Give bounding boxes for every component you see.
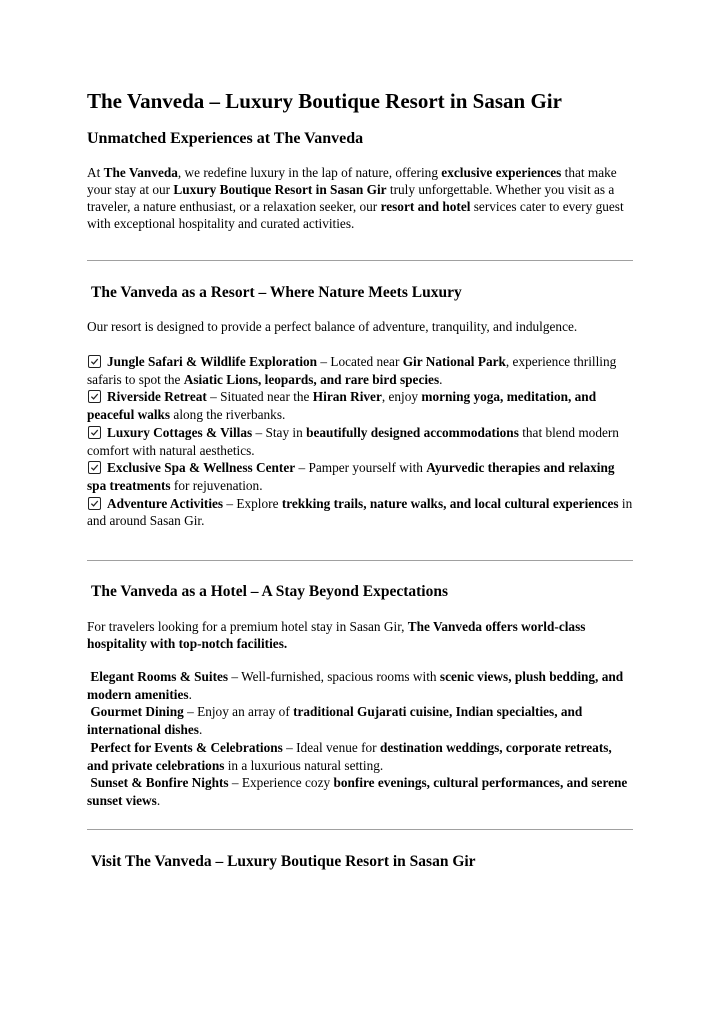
list-item: Sunset & Bonfire Nights – Experience cozy bonfire evenings, cultural performances, and serene sunset views. bbox=[87, 775, 628, 808]
checked-box-icon bbox=[88, 426, 101, 439]
divider bbox=[87, 260, 633, 261]
checked-box-icon bbox=[88, 355, 101, 368]
list-item: Gourmet Dining – Enjoy an array of traditional Gujarati cuisine, Indian specialties, and international dishes. bbox=[87, 704, 583, 738]
checked-box-icon bbox=[88, 497, 101, 510]
visit-section-title: Visit The Vanveda – Luxury Boutique Resort in Sasan Gir bbox=[91, 853, 476, 870]
resort-intro: Our resort is designed to provide a perfect balance of adventure, tranquility, and indulgence. bbox=[87, 319, 578, 334]
list-item: Adventure Activities – Explore trekking trails, nature walks, and local cultural experiences in and around Sasan Gir. bbox=[87, 495, 633, 529]
list-item: Luxury Cottages & Villas – Stay in beautifully designed accommodations that blend modern comfort with natural aesthetics. bbox=[87, 424, 619, 458]
hotel-intro: For travelers looking for a premium hotel stay in Sasan Gir, The Vanveda offers world-class hospitality with top-notch facilities. bbox=[87, 619, 586, 651]
list-item: Exclusive Spa & Wellness Center – Pamper yourself with Ayurvedic therapies and relaxing spa treatments for rejuvenation. bbox=[87, 460, 615, 493]
resort-feature-list bbox=[87, 353, 633, 530]
list-item: Riverside Retreat – Situated near the Hiran River, enjoy morning yoga, meditation, and peaceful walks along the riverbanks. bbox=[87, 389, 597, 423]
hotel-section-title: The Vanveda as a Hotel – A Stay Beyond Expectations bbox=[91, 583, 448, 600]
list-item: Elegant Rooms & Suites – Well-furnished, spacious rooms with scenic views, plush bedding, and modern amenities. bbox=[87, 669, 624, 702]
page-title: The Vanveda – Luxury Boutique Resort in Sasan Gir bbox=[87, 89, 562, 113]
hotel-feature-list bbox=[87, 668, 633, 810]
checked-box-icon bbox=[88, 390, 101, 403]
divider bbox=[87, 829, 633, 830]
list-item: Jungle Safari & Wildlife Exploration – Located near Gir National Park, experience thrilling safaris to spot the Asiatic Lions, leopards, and rare bird species. bbox=[87, 354, 617, 387]
intro-paragraph: At The Vanveda, we redefine luxury in the lap of nature, offering exclusive experiences that make your stay at our Luxury Boutique Resort in Sasan Gir truly unforgettable. Whether you visit as a traveler, a nature enthusiast, or a relaxation seeker, our resort and hotel services cater to every guest with exceptional hospitality and curated activities. bbox=[87, 165, 624, 231]
page-subtitle: Unmatched Experiences at The Vanveda bbox=[87, 130, 364, 147]
checked-box-icon bbox=[88, 461, 101, 474]
list-item: Perfect for Events & Celebrations – Ideal venue for destination weddings, corporate retreats, and private celebrations in a luxurious natural setting. bbox=[87, 739, 612, 773]
resort-section-title: The Vanveda as a Resort – Where Nature Meets Luxury bbox=[91, 284, 462, 301]
divider bbox=[87, 560, 633, 561]
